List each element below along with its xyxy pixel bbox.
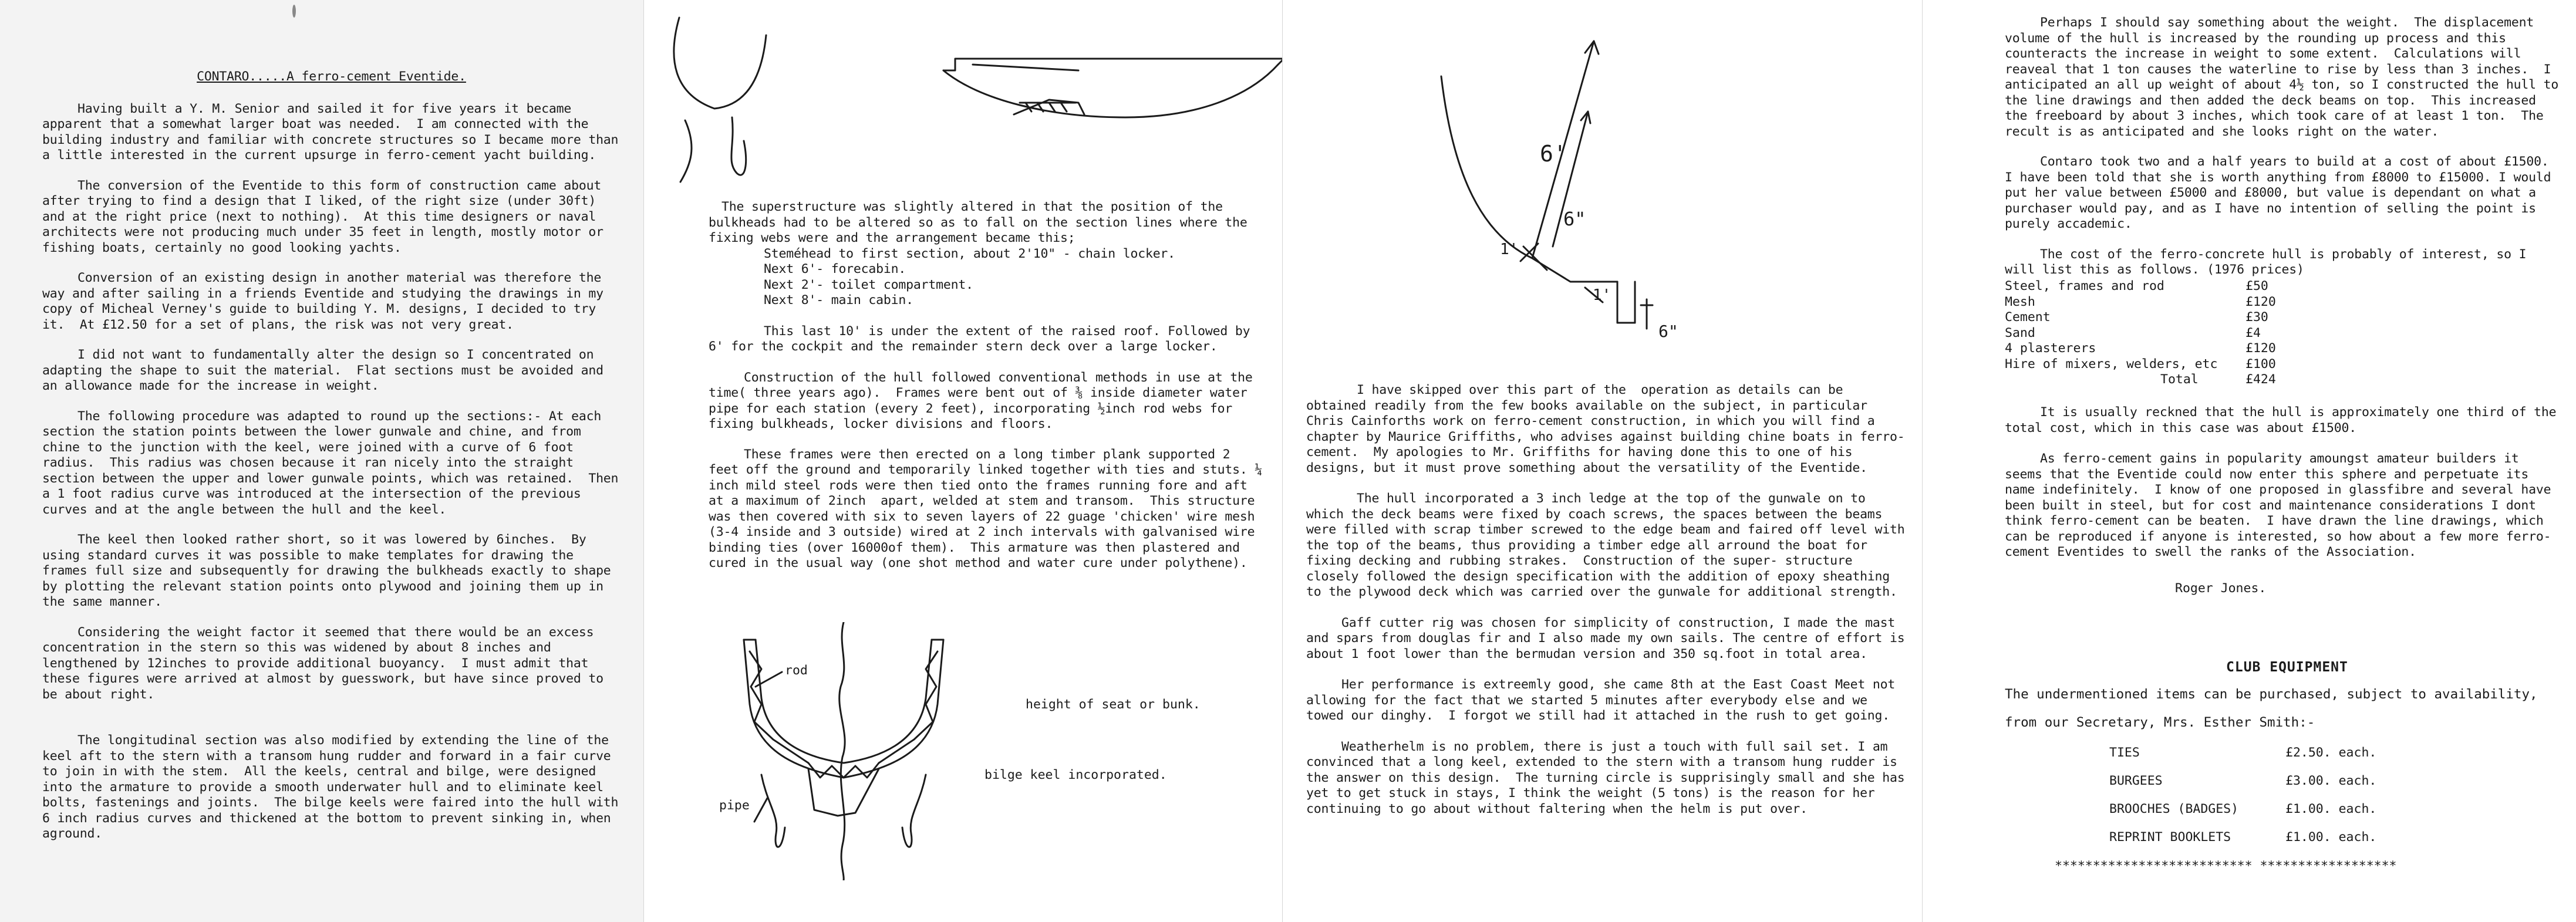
paragraph: It is usually reckned that the hull is approximately one third of the total cost, which in this case was about £1500.: [2005, 405, 2564, 435]
paragraph: Gaff cutter rig was chosen for simplicity of construction, I made the mast and spars from douglas fir and I also made my own sails. The centre of effort is about 1 foot lower than the bermudan version and 350 sq.foot in total area.: [1306, 615, 1913, 661]
paragraph: The superstructure was slightly altered in that the position of the bulkheads had to be altered so as to fall on the section lines where the fixing webs were and the arrangement became this;: [709, 200, 1255, 245]
list-item: Next 2'- toilet compartment.: [764, 277, 973, 292]
list-item: Next 8'- main cabin.: [764, 293, 913, 308]
rod-label: rod: [785, 663, 808, 678]
table-row-total: [2005, 372, 2316, 388]
hull-profile-sketch: [932, 29, 1283, 123]
paragraph: Considering the weight factor it seemed that there would be an excess concentration in the stern so this was widened by about 8 inches and lengthened by 12inches to provide additional buoyancy. I must admit that these figures were arrived at almost by guesswork, but have since proved to be about right.: [42, 624, 611, 702]
seat-height-label: height of seat or bunk.: [1026, 697, 1201, 712]
hull-section-sketch: [644, 12, 785, 188]
paragraph: The hull incorporated a 3 inch ledge at the top of the gunwale on to which the deck beams were fixed by coach screws, the spaces between the beams were filled with scrap timber screwed to the edge beam and faired off level with the top of the beams, thus providing a timber edge all arround the boat for fixing decking and rubbing strakes. Construction of the super- structure closely followed the design specification with the addition of epoxy sheathing to the plywood deck which was carried over the gunwale for additional strength.: [1306, 491, 1913, 599]
paragraph: Perhaps I should say something about the weight. The displacement volume of the hull is increased by the rounding up process and this counteracts the increase in weight to some extent. Calculations will reaveal that 1 ton causes the waterline to rise by less than 3 inches. I anticipated an all up weight of about 4½ ton, so I constructed the hull to the line drawings and then added the deck beams on top. This increased the freeboard by about 3 inches, which took care of at least 1 ton. The recult is as anticipated and she looks right on the water.: [2005, 15, 2566, 139]
paragraph: Contaro took two and a half years to build at a cost of about £1500. I have been told that she is worth anything from £8000 to £15000. I would put her value between £5000 and £8000, but value is dependant on what a purchaser would pay, and as I have no intention of selling the point is purely accademic.: [2005, 154, 2559, 231]
equipment-item: BURGEES: [2109, 774, 2163, 788]
table-row: [2005, 295, 2316, 310]
text-block: [709, 200, 1270, 586]
one-foot-label: 1': [1500, 241, 1519, 258]
paragraph: The longitudinal section was also modified by extending the line of the keel aft to the stern with a transom hung rudder and forward in a fair curve to join in with the stem. All the keels, central and bilge, were designed into the armature to provide a smooth underwater hull and to eliminate keel bolts, fastenings and joints. The bilge keels were faired into the hull with 6 inch radius curves and thickened at the bottom to prevent sinking in, when aground.: [42, 733, 626, 841]
article-title: CONTARO.....A ferro-cement Eventide.: [197, 69, 466, 84]
page-1: [0, 0, 644, 922]
equipment-price: £1.00. each.: [2285, 802, 2377, 816]
cost-value: £120: [2245, 341, 2276, 356]
six-inch-label-b: 6": [1658, 322, 1678, 341]
cost-value: £30: [2245, 310, 2268, 325]
cost-item: Cement: [2005, 310, 2051, 325]
equipment-price: £3.00. each.: [2285, 774, 2377, 788]
table-row: [2005, 341, 2316, 357]
table-row: [2005, 279, 2316, 295]
cost-item: Sand: [2005, 325, 2035, 340]
cost-value: £50: [2245, 279, 2268, 293]
cost-item: 4 plasterers: [2005, 341, 2096, 356]
page-4: [1923, 0, 2576, 922]
cost-item: Steel, frames and rod: [2005, 279, 2164, 293]
page-3: [1283, 0, 1923, 922]
text-block: [2005, 15, 2566, 293]
six-inch-label: 6": [1563, 208, 1586, 230]
cost-item: Hire of mixers, welders, etc: [2005, 356, 2218, 371]
total-value: £424: [2245, 372, 2276, 387]
equipment-item: REPRINT BOOKLETS: [2109, 830, 2231, 845]
table-row: [2005, 357, 2316, 373]
paragraph: Her performance is extreemly good, she came 8th at the East Coast Meet not allowing for the fact that we started 5 minutes after everybody else and we towed our dinghy. I forgot we still had it attached in the rush to get going.: [1306, 677, 1903, 723]
paragraph: Having built a Y. M. Senior and sailed it for five years it became apparent that a somewhat larger boat was needed. I am connected with the building industry and familiar with concrete structures so I became more than a little interested in the current upsurge in ferro-cement yacht building.: [42, 101, 626, 163]
list-item: [2109, 745, 2376, 760]
paragraph: Construction of the hull followed conventional methods in use at the time( three years ago). Frames were bent out of ⅜ inside diameter water pipe for each station (every 2 feet), incorporating ½inch rod webs for fixing bulkheads, locker divisions and floors.: [709, 370, 1260, 431]
equipment-price: £2.50. each.: [2285, 745, 2377, 760]
equipment-item: BROOCHES (BADGES): [2109, 802, 2239, 816]
list-item: Next 6'- forecabin.: [764, 262, 906, 276]
cost-item: Mesh: [2005, 294, 2035, 309]
radius-diagram: [1435, 23, 1682, 376]
list-item: [2109, 774, 2376, 788]
cost-value: £100: [2245, 356, 2276, 371]
table-row: [2005, 310, 2316, 326]
pipe-label: pipe: [719, 798, 750, 813]
paragraph: Weatherhelm is no problem, there is just a touch with full sail set. I am convinced that a long keel, extended to the stern with a transom hung rudder is the answer on this design. The turning circle is supprisingly small and she has yet to get stuck in stays, I think the weight (5 tons) is the reason for her continuing to go about without faltering when the helm is put over.: [1306, 739, 1913, 816]
cost-value: £120: [2245, 294, 2276, 309]
scan-speck: [292, 5, 296, 18]
six-foot-label: 6': [1540, 141, 1567, 167]
club-intro: The undermentioned items can be purchased, subject to availability,: [2005, 687, 2538, 702]
equipment-price: £1.00. each.: [2285, 830, 2377, 845]
paragraph: The cost of the ferro-concrete hull is probably of interest, so I will list this as follows. (1976 prices): [2005, 246, 2534, 277]
paragraph: The conversion of the Eventide to this form of construction came about after trying to find a design that I liked, of the right size (under 30ft) and at the right price (next to nothing). At this time designers or naval architects were not producing much under 35 feet in length, mostly motor or fishing boats, certainly no good looking yachts.: [42, 178, 611, 255]
one-foot-label-b: 1': [1593, 286, 1611, 304]
cost-value: £4: [2245, 325, 2261, 340]
frame-section-drawing: [679, 622, 1008, 880]
bilge-keel-label: bilge keel incorporated.: [984, 768, 1167, 782]
paragraph: Conversion of an existing design in another material was therefore the way and after sailing in a friends Eventide and studying the drawings in my copy of Micheal Verney's guide to building Y. M. designs, I decided to try it. At £12.50 for a set of plans, the risk was not very great.: [42, 271, 611, 332]
cost-table: [2005, 279, 2316, 388]
paragraph: The following procedure was adapted to round up the sections:- At each section the station points between the lower gunwale and chine, and from chine to the junction with the keel, were joined with a curve of 6 foot radius. This radius was chosen because it ran nicely into the straight section between the upper and lower gunwale points, which was retained. Then a 1 foot radius curve was introduced at the intersection of the previous curves and at the angle between the hull and the keel.: [42, 408, 626, 517]
paragraph: I have skipped over this part of the operation as details can be obtained readily from the few books available on the subject, in particular Chris Cainforths work on ferro-cement construction, in which you will find a chapter by Maurice Griffiths, who advises against building chine boats in ferro-cement. My apologies to Mr. Griffiths for having done this to one of his designs, but it must prove something about the versatility of the Eventide.: [1306, 383, 1905, 475]
total-label: Total: [2160, 372, 2199, 387]
club-intro: from our Secretary, Mrs. Esther Smith:-: [2005, 715, 2315, 730]
list-item: [2109, 802, 2376, 816]
equipment-item: TIES: [2109, 745, 2140, 760]
paragraph: As ferro-cement gains in popularity amoungst amateur builders it seems that the Eventide could now enter this sphere and perpetuate its name indefinitely. I know of one proposed in glassfibre and several have been built in steel, but for cost and maintenance considerations I dont think ferro-cement can be beaten. I have drawn the line drawings, which can be reproduced if anyone is interested, so how about a few more ferro-cement Eventides to swell the ranks of the Association.: [2005, 451, 2559, 559]
table-row: [2005, 326, 2316, 342]
list-item: [2109, 830, 2376, 845]
club-equipment-heading: CLUB EQUIPMENT: [2226, 660, 2348, 675]
paragraph: These frames were then erected on a long timber plank supported 2 feet off the ground and temporarily linked together with ties and stuts. ¼ inch mild steel rods were then tied onto the frames running fore and aft at a maximum of 2inch apart, welded at stem and transom. This structure was then covered with six to seven layers of 22 guage 'chicken' wire mesh (3-4 inside and 3 outside) wired at 2 inch intervals with galvanised wire binding ties (over 16000of them). This armature was then plastered and cured in the usual way (one shot method and water cure under polythene).: [709, 447, 1270, 570]
list-item: Steméhead to first section, about 2'10" - chain locker.: [764, 246, 1175, 261]
paragraph: This last 10' is under the extent of the raised roof. Followed by 6' for the cockpit and the remainder stern deck over a large locker.: [709, 323, 1258, 354]
text-block: [2005, 405, 2562, 575]
signature: Roger Jones.: [2175, 581, 2267, 596]
paragraph: I did not want to fundamentally alter the design so I concentrated on adapting the shape to suit the material. Flat sections must be avoided and an allowance made for the increase in weight.: [42, 347, 611, 393]
star-divider: ************************** ******************: [2055, 859, 2397, 873]
text-block: [1306, 383, 1913, 832]
page-2: [644, 0, 1283, 922]
paragraph: The keel then looked rather short, so it was lowered by 6inches. By using standard curves it was possible to make templates for drawing the frames full size and subsequently for drawing the bulkheads exactly to shape by plotting the relevant station points onto plywood and joining them up in the same manner.: [42, 532, 619, 609]
